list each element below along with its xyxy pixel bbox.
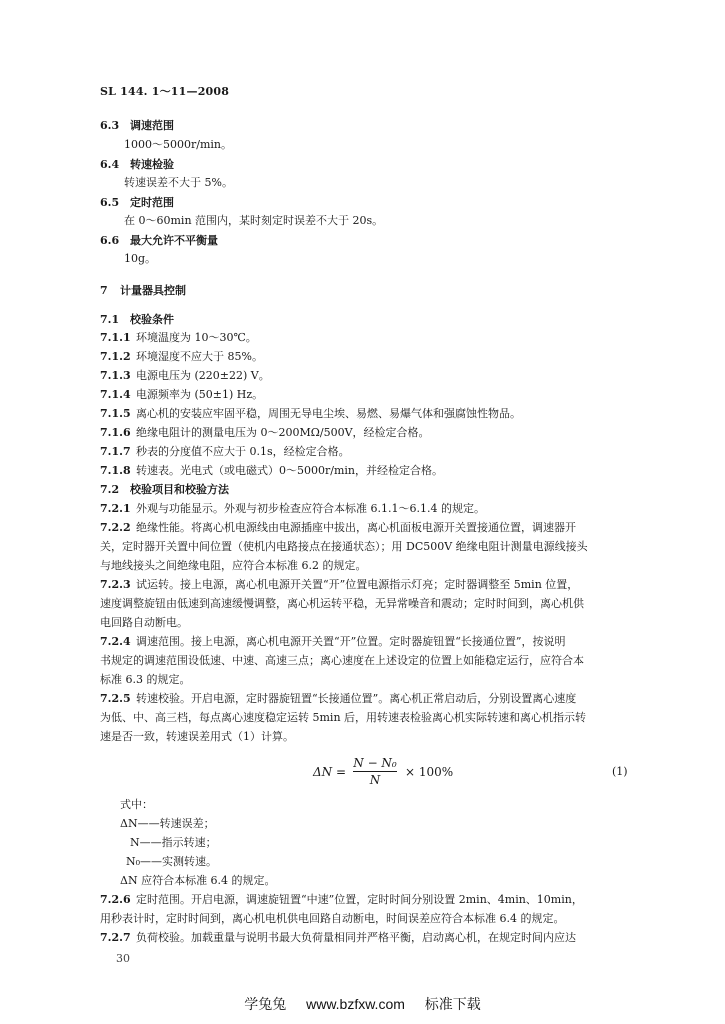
formula-fraction — [353, 756, 397, 787]
section-6-5-text: 在 0～60min 范围内，某时刻定时误差不大于 20s。 — [124, 214, 384, 227]
item-7-2-3-line-1: 7.2.3 试运转。接上电源，离心机电源开关置“开”位置电源指示灯亮；定时器调整至 5min 位置， — [100, 578, 579, 591]
section-6-5-heading: 6.5 定时范围 — [100, 196, 174, 209]
formula-denominator: N — [369, 773, 381, 787]
item-7-2-4-line-2: 书规定的调速范围设低速、中速、高速三点；离心速度在上述设定的位置上如能稳定运行，应符合本 — [100, 654, 584, 667]
site-slogan: 标准下载 — [424, 996, 481, 1012]
item-7-1-5: 7.1.5 离心机的安装应牢固平稳，周围无导电尘埃、易燃、易爆气体和强腐蚀性物品。 — [100, 407, 521, 420]
formula-numerator: N − N₀ — [353, 756, 397, 770]
equation-number: (1) — [612, 765, 628, 778]
section-6-6-text: 10g。 — [124, 252, 157, 265]
where-def-delta-n: ΔN——转速误差； — [120, 817, 215, 830]
item-7-2-4-line-1: 7.2.4 调速范围。接上电源，离心机电源开关置“开”位置。定时器旋钮置“长接通位置”，按说明 — [100, 635, 566, 648]
item-7-1-3: 7.1.3 电源电压为 (220±22) V。 — [100, 369, 270, 382]
item-7-2-1: 7.2.1 外观与功能显示。外观与初步检查应符合本标准 6.1.1～6.1.4 的规定。 — [100, 502, 485, 515]
item-7-2-5-line-3: 速是否一致，转速误差用式（1）计算。 — [100, 730, 294, 743]
item-7-2-6-line-1: 7.2.6 定时范围。开启电源，调速旋钮置“中速”位置，定时时间分别设置 2min、4min、10min， — [100, 893, 583, 906]
where-def-n0: N₀——实测转速。 — [126, 855, 218, 868]
item-7-1-2: 7.1.2 环境湿度不应大于 85%。 — [100, 350, 263, 363]
item-7-2-3-line-2: 速度调整旋钮由低速到高速缓慢调整，离心机运转平稳，无异常噪音和震动；定时时间到，离心机供 — [100, 597, 584, 610]
where-conclusion: ΔN 应符合本标准 6.4 的规定。 — [120, 874, 276, 887]
standard-number: SL 144. 1～11—2008 — [100, 85, 230, 98]
item-7-1-4: 7.1.4 电源频率为 (50±1) Hz。 — [100, 388, 264, 401]
item-7-2-5-line-2: 为低、中、高三档，每点离心速度稳定运转 5min 后，用转速表检验离心机实际转速和离心机指示转 — [100, 711, 587, 724]
item-7-1-6: 7.1.6 绝缘电阻计的测量电压为 0～200MΩ/500V，经检定合格。 — [100, 426, 430, 439]
item-7-2-2-line-1: 7.2.2 绝缘性能。将离心机电源线由电源插座中拔出，离心机面板电源开关置接通位置，调速器开 — [100, 521, 576, 534]
where-def-n: N——指示转速； — [130, 836, 217, 849]
section-6-6-heading: 6.6 最大允许不平衡量 — [100, 234, 218, 247]
item-7-2-6-line-2: 用秒表计时，定时时间到，离心机电机供电回路自动断电，时间误差应符合本标准 6.4 的规定。 — [100, 912, 565, 925]
section-7-1-heading: 7.1 校验条件 — [100, 313, 174, 326]
page-number: 30 — [116, 952, 130, 965]
item-7-2-2-line-3: 与地线接头之间绝缘电阻，应符合本标准 6.2 的规定。 — [100, 559, 367, 572]
fraction-bar — [353, 771, 397, 772]
section-6-4-heading: 6.4 转速检验 — [100, 158, 174, 171]
item-7-1-8: 7.1.8 转速表。光电式（或电磁式）0～5000r/min，并经检定合格。 — [100, 464, 443, 477]
section-6-3-heading: 6.3 调速范围 — [100, 119, 174, 132]
site-name: 学兔兔 — [244, 996, 287, 1012]
site-url[interactable]: www.bzfxw.com — [306, 996, 405, 1012]
chapter-7-heading: 7 计量器具控制 — [100, 284, 186, 297]
item-7-2-7-line-1: 7.2.7 负荷校验。加载重量与说明书最大负荷量相同并严格平衡，启动离心机，在规定时间内应达 — [100, 931, 576, 944]
site-watermark — [0, 994, 725, 1014]
formula-lhs: ΔN = — [313, 765, 347, 779]
formula-rhs: × 100% — [405, 765, 454, 779]
item-7-2-5-line-1: 7.2.5 转速校验。开启电源，定时器旋钮置“长接通位置”。离心机正常启动后，分别设置离心速度 — [100, 692, 577, 705]
section-6-4-text: 转速误差不大于 5%。 — [124, 176, 233, 189]
where-intro: 式中： — [120, 798, 153, 811]
section-6-3-text: 1000～5000r/min。 — [124, 138, 232, 151]
item-7-1-1: 7.1.1 环境温度为 10～30℃。 — [100, 331, 257, 344]
section-7-2-heading: 7.2 校验项目和校验方法 — [100, 483, 229, 496]
item-7-1-7: 7.1.7 秒表的分度值不应大于 0.1s，经检定合格。 — [100, 445, 350, 458]
item-7-2-4-line-3: 标准 6.3 的规定。 — [100, 673, 191, 686]
item-7-2-2-line-2: 关，定时器开关置中间位置（使机内电路接点在接通状态）；用 DC500V 绝缘电阻计测量电源线接头 — [100, 540, 588, 553]
item-7-2-3-line-3: 电回路自动断电。 — [100, 616, 188, 629]
